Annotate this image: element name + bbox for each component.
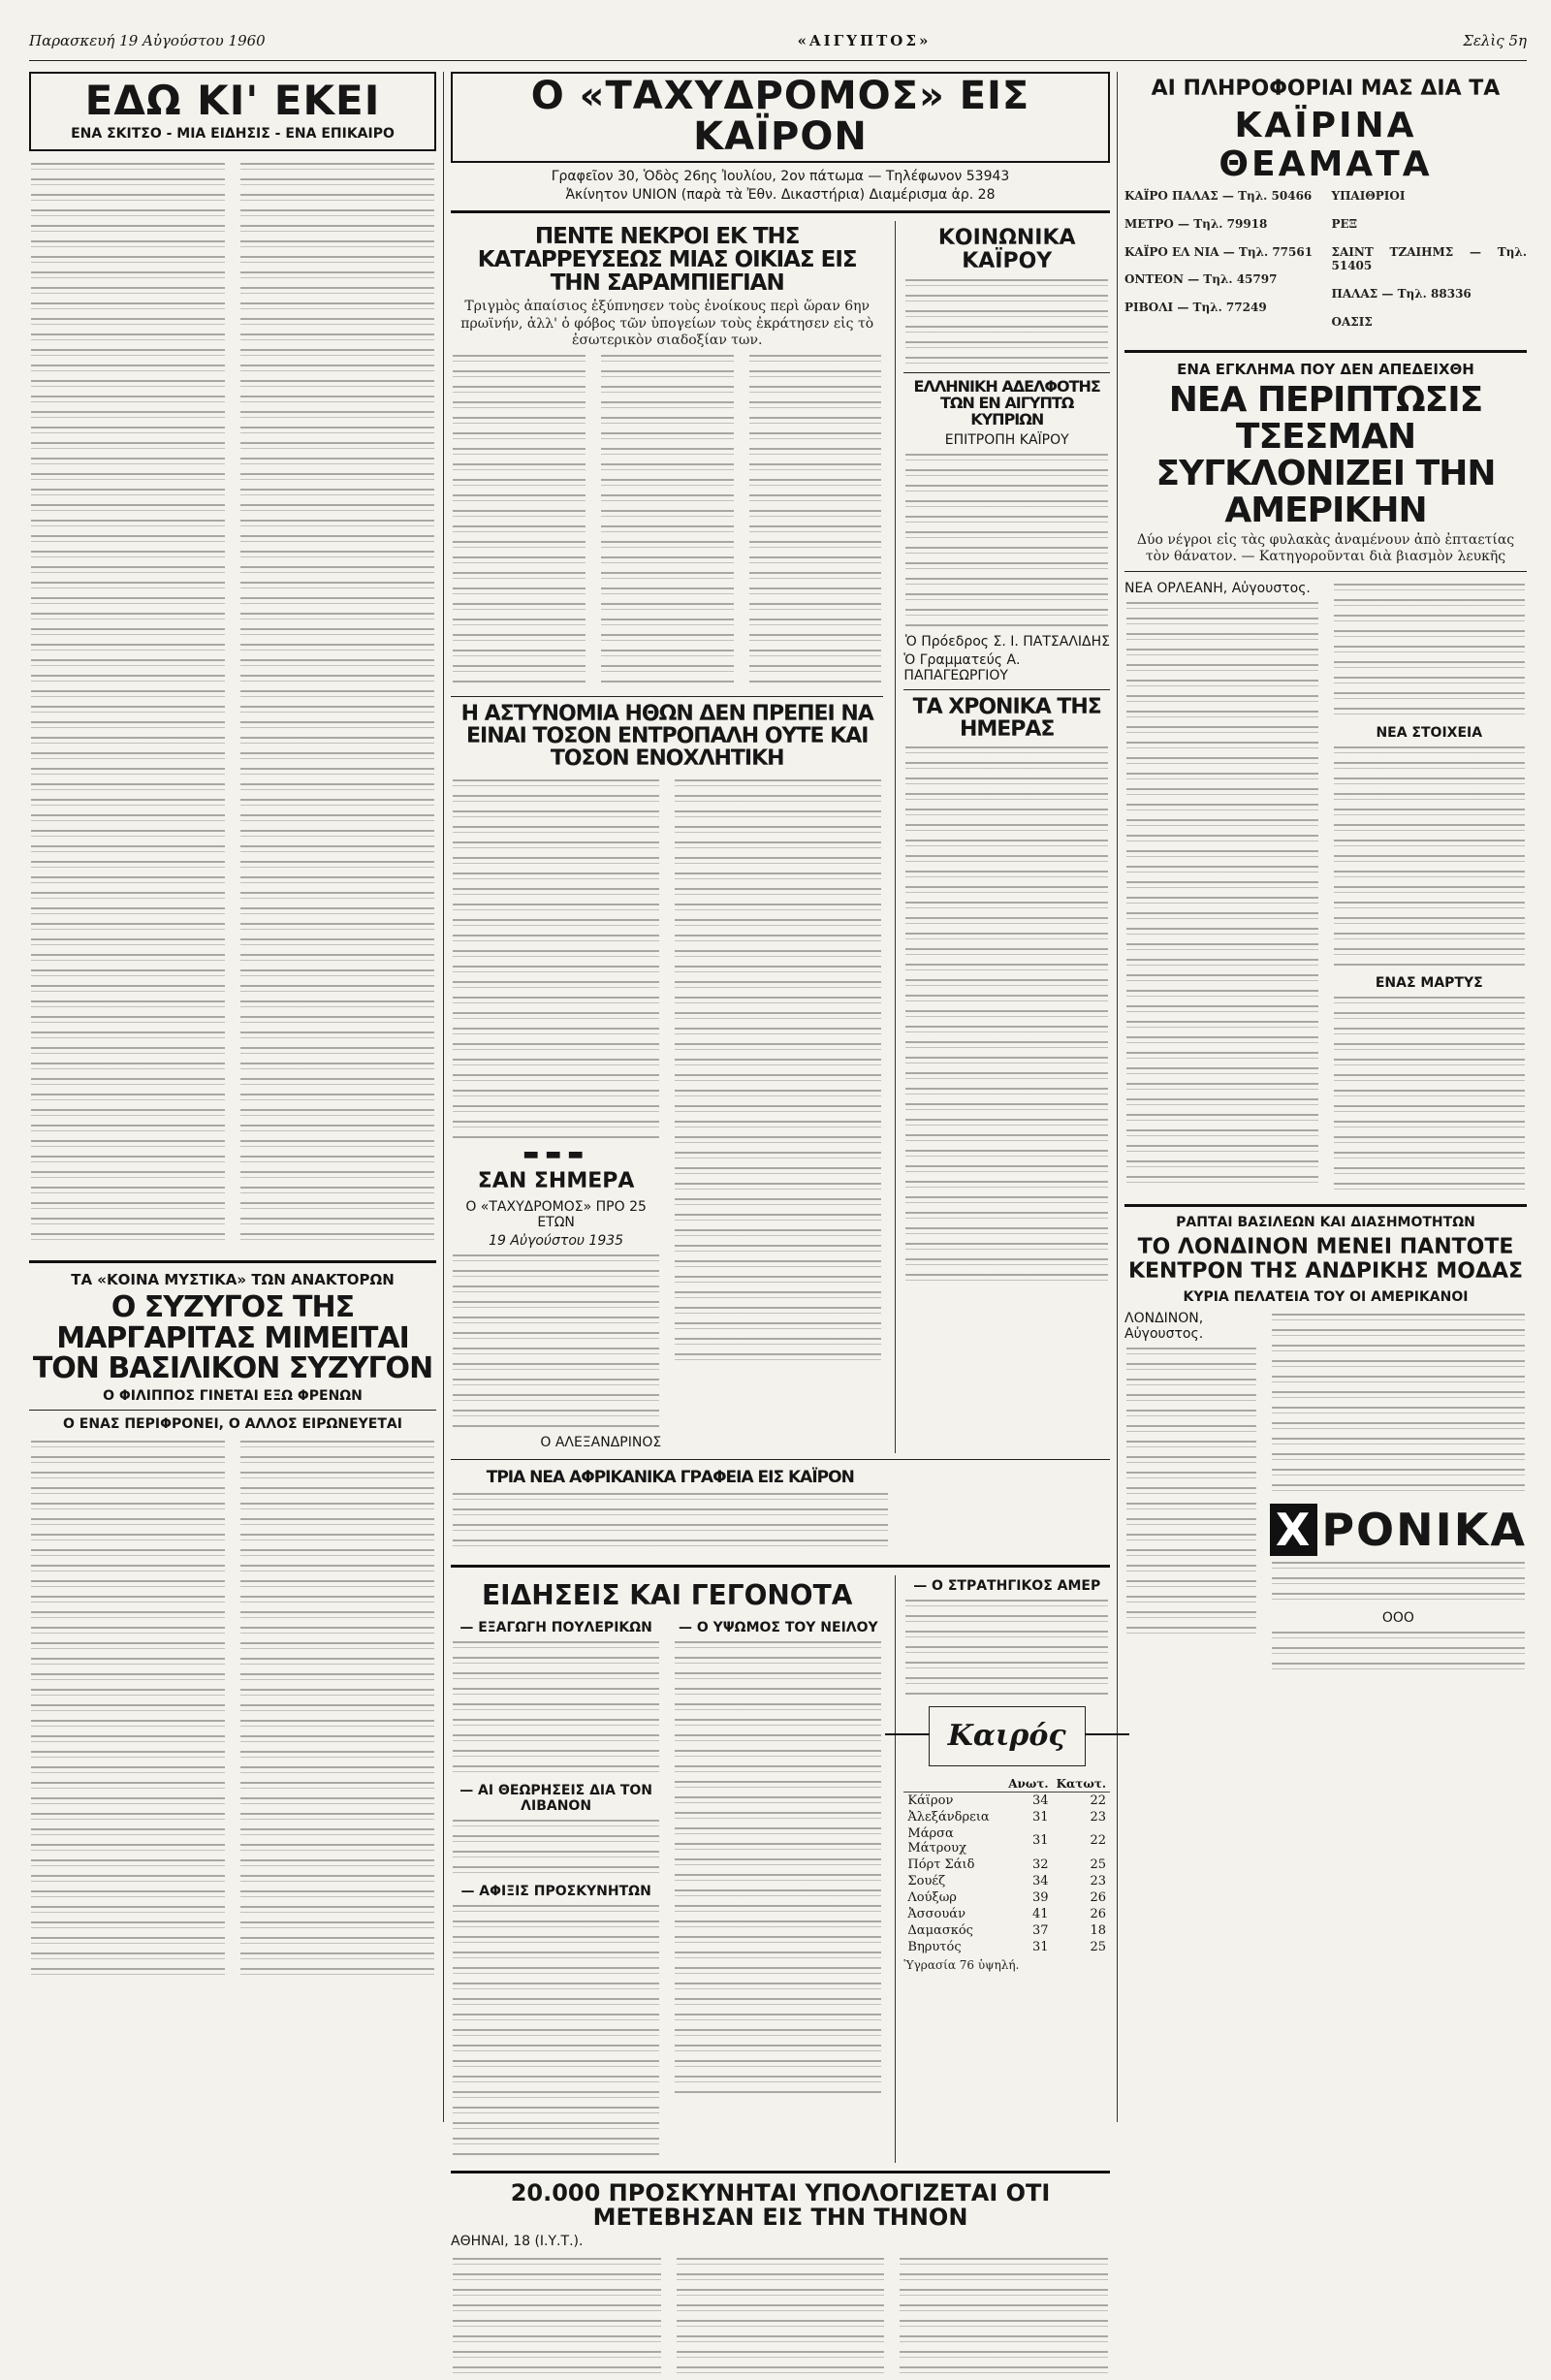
- temp-min: 22: [1090, 1833, 1106, 1849]
- taxydromos-box: [451, 72, 1110, 163]
- astynomia-text: [451, 774, 883, 1453]
- eidiseis-headline: ΕΙΔΗΣΕΙΣ ΚΑΙ ΓΕΓΟΝΟΤΑ: [482, 1578, 853, 1611]
- temp-min: 18: [1090, 1922, 1106, 1938]
- adelfotis-signature-2: Ὁ Γραμματεύς Α. ΠΑΠΑΓΕΩΡΓΙΟΥ: [903, 651, 1021, 683]
- enas-martys-title: ΕΝΑΣ ΜΑΡΤΥΣ: [1375, 975, 1483, 992]
- table-row: [903, 1792, 1110, 1809]
- table-row: [903, 1922, 1110, 1939]
- text-column: [1126, 602, 1318, 1184]
- edo-ki-ekei-subtitle: ΕΝΑ ΣΚΙΤΣΟ - ΜΙΑ ΕΙΔΗΣΙΣ - ΕΝΑ ΕΠΙΚΑΙΡΟ: [71, 126, 395, 143]
- pente-subheadline: Τριγμὸς ἀπαίσιος ἐξύπνησεν τοὺς ἐνοίκους περὶ ὥραν 6ην πρωϊνήν, ἀλλ' ὁ φόβος τῶν ὑπογείων τοὺς ἐκράτησεν εἰς τὸ ἐσωτερικὸν σιαδοξίαν των.: [460, 299, 874, 348]
- text-column: [453, 779, 659, 1138]
- xronika-initial: Χ: [1270, 1504, 1317, 1556]
- divider: [451, 2171, 1110, 2174]
- paper-name: «ΑΙΓΥΠΤΟΣ»: [797, 32, 932, 49]
- column-rule: [1117, 72, 1118, 2122]
- table-row: [903, 1809, 1110, 1825]
- koina-mystika-label: ΤΑ «ΚΟΙΝΑ ΜΥΣΤΙΚΑ» ΤΩΝ ΑΝΑΚΤΟΡΩΝ: [71, 1271, 395, 1289]
- masthead-bar: [29, 21, 1527, 61]
- astynomia-headline: Η ΑΣΤΥΝΟΜΙΑ ΗΘΩΝ ΔΕΝ ΠΡΕΠΕΙ ΝΑ ΕΙΝΑΙ ΤΟΣΟΝ ΕΝΤΡΟΠΑΛΗ ΟΥΤΕ ΚΑΙ ΤΟΣΟΝ ΕΝΟΧΛΗΤΙΚΗ: [460, 701, 873, 771]
- text-column: [905, 454, 1108, 628]
- table-header-city: [903, 1776, 999, 1793]
- cinema-list-right: [1332, 189, 1528, 342]
- center-right-column: [895, 221, 1110, 1453]
- proskynites-text: [451, 2252, 1110, 2380]
- londino-headline: ΤΟ ΛΟΝΔΙΝΟΝ ΜΕΝΕΙ ΠΑΝΤΟΤΕ ΚΕΝΤΡΟΝ ΤΗΣ ΑΝΔΡΙΚΗΣ ΜΟΔΑΣ: [1127, 1235, 1524, 1284]
- table-row: [903, 1873, 1110, 1889]
- eidiseis-text: [451, 1617, 883, 2163]
- arrow-right-icon: [1085, 1733, 1129, 1735]
- kairos-box: [929, 1706, 1086, 1766]
- text-column: [453, 1641, 659, 1777]
- ornament: ▬▬▬: [522, 1143, 590, 1164]
- page-number: Σελὶς 5η: [1463, 32, 1527, 49]
- cinema-listings: [1124, 189, 1527, 342]
- temp-min: 23: [1090, 1873, 1106, 1888]
- table-header-max: Ανωτ.: [1000, 1776, 1053, 1793]
- stratigikos-headline: — Ο ΣΤΡΑΤΗΓΙΚΟΣ ΑΜΕΡ: [913, 1577, 1101, 1594]
- divider: [903, 372, 1110, 373]
- temp-max: 41: [1032, 1906, 1049, 1921]
- syzygos-headline: Ο ΣΥΖΥΓΟΣ ΤΗΣ ΜΑΡΓΑΡΙΤΑΣ ΜΙΜΕΙΤΑΙ ΤΟΝ ΒΑΣΙΛΙΚΟΝ ΣΥΖΥΓΟΝ: [32, 1290, 433, 1386]
- kairos-column: [895, 1575, 1110, 2163]
- san-simera-title: ΣΑΝ ΣΗΜΕΡΑ: [477, 1168, 635, 1193]
- text-column: [1126, 1348, 1256, 1638]
- text-column: [675, 1641, 881, 2097]
- adelfotis-headline: ΕΛΛΗΝΙΚΗ ΑΔΕΛΦΟΤΗΣ ΤΩΝ ΕΝ ΑΙΓΥΠΤΩ ΚΥΠΡΙΩΝ: [913, 377, 1100, 428]
- temp-min: 25: [1090, 1856, 1106, 1872]
- tria-headline: ΤΡΙΑ ΝΕΑ ΑΦΡΙΚΑΝΙΚΑ ΓΡΑΦΕΙΑ ΕΙΣ ΚΑΪΡΟΝ: [486, 1468, 854, 1488]
- text-column: [601, 355, 734, 684]
- column-center: [451, 72, 1110, 2250]
- londino-left: [1124, 1308, 1258, 1676]
- edo-ki-ekei-title: ΕΔΩ ΚΙ' ΕΚΕΙ: [84, 77, 381, 124]
- egklima-label: ΕΝΑ ΕΓΚΛΗΜΑ ΠΟΥ ΔΕΝ ΑΠΕΔΕΙΧΘΗ: [1177, 361, 1474, 379]
- temp-city: Βηρυτός: [907, 1939, 962, 1954]
- adelfotis-subheadline: ΕΠΙΤΡΟΠΗ ΚΑΪΡΟΥ: [944, 431, 1069, 448]
- text-column: [900, 2258, 1108, 2374]
- proskynites-headline: 20.000 ΠΡΟΣΚΥΝΗΤΑΙ ΥΠΟΛΟΓΙΖΕΤΑΙ ΟΤΙ ΜΕΤΕΒΗΣΑΝ ΕΙΣ ΤΗΝ ΤΗΝΟΝ: [510, 2178, 1051, 2231]
- arrow-left-icon: [885, 1733, 930, 1735]
- tsesman-text: [1124, 578, 1527, 1196]
- pente-article: [451, 221, 883, 1453]
- text-column: [1272, 1314, 1525, 1498]
- divider: [451, 696, 883, 697]
- londino-dateline: ΛΟΝΔΙΝΟΝ, Αὐγουστος.: [1124, 1310, 1204, 1342]
- newspaper-page: [29, 21, 1527, 2250]
- temp-city: Κάϊρον: [907, 1793, 954, 1808]
- text-column: [453, 1254, 659, 1429]
- text-column: [675, 779, 881, 1361]
- koinonika-title: ΚΟΙΝΩΝΙΚΑ ΚΑΪΡΟΥ: [937, 226, 1076, 274]
- text-column: [1334, 746, 1526, 969]
- text-column: [453, 1905, 659, 2157]
- text-column: [749, 355, 882, 684]
- eidiseis-sub-2: — ΑΙ ΘΕΩΡΗΣΕΙΣ ΔΙΑ ΤΟΝ ΛΙΒΑΝΟΝ: [459, 1782, 653, 1814]
- eidiseis-sub-3: — ΑΦΙΞΙΣ ΠΡΟΣΚΥΝΗΤΩΝ: [460, 1883, 651, 1899]
- text-column: [1272, 1632, 1525, 1670]
- temp-min: 26: [1090, 1889, 1106, 1905]
- pente-headline: ΠΕΝΤΕ ΝΕΚΡΟΙ ΕΚ ΤΗΣ ΚΑΤΑΡΡΕΥΣΕΩΣ ΜΙΑΣ ΟΙΚΙΑΣ ΕΙΣ ΤΗΝ ΣΑΡΑΜΠΙΕΓΙΑΝ: [477, 224, 857, 297]
- center-top-row: [451, 221, 1110, 1453]
- temp-min: 26: [1090, 1906, 1106, 1921]
- edo-ki-ekei-box: [29, 72, 436, 151]
- table-row: [903, 1889, 1110, 1906]
- temp-city: Πόρτ Σάιδ: [907, 1856, 975, 1872]
- cinema-entry: ΠΑΛΑΣ — Τηλ. 88336: [1331, 286, 1472, 301]
- cinema-entry: ΟΝΤΕΟΝ — Τηλ. 45797: [1124, 272, 1278, 287]
- center-bottom-row: [451, 1575, 1110, 2163]
- column-rule: [443, 72, 444, 2122]
- text-column: [905, 1600, 1108, 1697]
- eidiseis-right: [673, 1617, 883, 2163]
- temp-max: 31: [1032, 1809, 1049, 1825]
- eidiseis-sub-1: — ΕΞΑΓΩΓΗ ΠΟΥΛΕΡΙΚΩΝ: [459, 1619, 652, 1635]
- temp-max: 31: [1032, 1939, 1049, 1954]
- column-left: [29, 72, 436, 2122]
- xronika-title: [1270, 1504, 1527, 1556]
- cinema-entry: ΡΙΒΟΛΙ — Τηλ. 77249: [1124, 300, 1267, 314]
- cinema-entry: ΣΑΙΝΤ ΤΖΑΙΗΜΣ — Τηλ. 51405: [1331, 244, 1527, 273]
- temp-max: 34: [1032, 1793, 1049, 1808]
- edo-ki-ekei-text: [29, 157, 436, 1253]
- syzygos-text: [29, 1435, 436, 1989]
- temp-city: Ἀλεξάνδρεια: [907, 1809, 990, 1825]
- londino-right: [1270, 1308, 1527, 1676]
- divider: [903, 689, 1110, 690]
- divider: [451, 1565, 1110, 1568]
- temp-min: 23: [1090, 1809, 1106, 1825]
- proskynites-dateline: ΑΘΗΝΑΙ, 18 (Ι.Υ.Τ.).: [451, 2234, 584, 2250]
- astynomia-right: [673, 774, 883, 1453]
- temp-city: Μάρσα Μάτρουχ: [907, 1825, 966, 1856]
- center-middle-row: [451, 1466, 1110, 1557]
- text-column: [453, 1493, 888, 1551]
- tria-column: [451, 1466, 890, 1557]
- humidity-line: Ὑγρασία 76 ὑψηλή.: [903, 1957, 1020, 1972]
- temp-city: Σουέζ: [907, 1873, 946, 1888]
- text-column: [453, 355, 586, 684]
- raptai-label: ΡΑΠΤΑΙ ΒΑΣΙΛΕΩΝ ΚΑΙ ΔΙΑΣΗΜΟΤΗΤΩΝ: [1176, 1215, 1475, 1231]
- theamata-head-2: ΚΑΪΡΙΝΑ ΘΕΑΜΑΤΑ: [1219, 106, 1433, 184]
- table-row: [903, 1856, 1110, 1873]
- pente-text: [451, 349, 883, 690]
- xronika-imeras-title: ΤΑ ΧΡΟΝΙΚΑ ΤΗΣ ΗΜΕΡΑΣ: [912, 694, 1101, 742]
- temperature-rows: [903, 1792, 1110, 1955]
- temp-max: 34: [1032, 1873, 1049, 1888]
- taxydromos-address-2: Ἀκίνητον UNION (παρὰ τὰ Ἐθν. Δικαστήρια) Διαμέρισμα ἀρ. 28: [565, 187, 996, 203]
- divider: [1124, 1204, 1527, 1207]
- temp-city: Ἀσσουάν: [907, 1906, 965, 1921]
- tsesman-subheadline: Δύο νέγροι εἰς τὰς φυλακὰς ἀναμένουν ἀπὸ ἐπταετίας τὸν θάνατον. — Κατηγοροῦνται διὰ βιασμὸν λευκῆς: [1136, 532, 1515, 565]
- text-column: [677, 2258, 885, 2374]
- nea-stoixeia-title: ΝΕΑ ΣΤΟΙΧΕΙΑ: [1376, 725, 1483, 742]
- text-column: [31, 1441, 225, 1983]
- kairos-title: Καιρός: [947, 1719, 1066, 1754]
- divider: [29, 1410, 436, 1411]
- text-column: [453, 2258, 661, 2374]
- ypsomos-headline: — Ο ΥΨΩΜΟΣ ΤΟΥ ΝΕΙΛΟΥ: [678, 1619, 878, 1635]
- adelfotis-signature: Ὁ Πρόεδρος Σ. Ι. ΠΑΤΣΑΛΙΔΗΣ: [904, 633, 1110, 650]
- table-header-min: Κατωτ.: [1053, 1776, 1110, 1793]
- text-column: [1334, 997, 1526, 1190]
- text-column: [905, 746, 1108, 1289]
- divider: [1124, 350, 1527, 353]
- temp-city: Δαμασκός: [907, 1922, 973, 1938]
- eidiseis-column: [451, 1575, 883, 2163]
- temp-city: Λούξωρ: [907, 1889, 957, 1905]
- divider: [451, 210, 1110, 213]
- eidiseis-left: [451, 1617, 661, 2163]
- ooo-marker: ΟΟΟ: [1381, 1609, 1414, 1626]
- table-row: [903, 1825, 1110, 1856]
- tsesman-dateline: ΝΕΑ ΟΡΛΕΑΝΗ, Αὐγουστος.: [1124, 581, 1311, 597]
- temp-min: 22: [1090, 1793, 1106, 1808]
- londino-subheadline: ΚΥΡΙΑ ΠΕΛΑΤΕΙΑ ΤΟΥ ΟΙ ΑΜΕΡΙΚΑΝΟΙ: [1183, 1288, 1469, 1305]
- text-column: [1272, 1562, 1525, 1604]
- temp-max: 37: [1032, 1922, 1049, 1938]
- cinema-entry: ΥΠΑΙΘΡΙΟΙ: [1331, 189, 1406, 204]
- xronika-rest: ΡΟΝΙΚΑ: [1321, 1503, 1527, 1556]
- text-column: [905, 279, 1108, 366]
- syzygos-subheadline-2: Ο ΕΝΑΣ ΠΕΡΙΦΡΟΝΕΙ, Ο ΑΛΛΟΣ ΕΙΡΩΝΕΥΕΤΑΙ: [63, 1415, 402, 1432]
- filler: [902, 1466, 1110, 1557]
- taxydromos-headline: Ο «ΤΑΧΥΔΡΟΜΟΣ» ΕΙΣ ΚΑΪΡΟΝ: [530, 74, 1030, 159]
- temp-max: 31: [1032, 1833, 1049, 1849]
- issue-date: Παρασκευή 19 Αὐγούστου 1960: [29, 32, 266, 49]
- text-column: [240, 163, 434, 1247]
- tsesman-headline: ΝΕΑ ΠΕΡΙΠΤΩΣΙΣ ΤΣΕΣΜΑΝ ΣΥΓΚΛΟΝΙΖΕΙ ΤΗΝ ΑΜΕΡΙΚΗΝ: [1155, 380, 1496, 530]
- divider: [451, 1459, 1110, 1460]
- text-column: [1334, 584, 1526, 719]
- taxydromos-address-1: Γραφεῖον 30, Ὁδὸς 26ης Ἰουλίου, 2ον πάτωμα — Τηλέφωνον 53943: [551, 169, 1010, 184]
- cinema-entry: ΟΑΣΙΣ: [1331, 314, 1373, 329]
- cinema-entry: METPO — Τηλ. 79918: [1124, 217, 1268, 231]
- san-simera-date: 19 Αὐγούστου 1935: [489, 1233, 624, 1250]
- temp-min: 25: [1090, 1939, 1106, 1954]
- text-column: [453, 1820, 659, 1878]
- table-row: [903, 1906, 1110, 1922]
- text-column: [240, 1441, 434, 1983]
- temp-max: 39: [1032, 1889, 1049, 1905]
- cinema-entry: ΚΑΪΡΟ ΠΑΛΑΣ — Τηλ. 50466: [1124, 189, 1313, 204]
- column-right: [1124, 72, 1527, 2122]
- syzygos-subheadline-1: Ο ΦΙΛΙΠΠΟΣ ΓΙΝΕΤΑΙ ΕΞΩ ΦΡΕΝΩΝ: [103, 1387, 363, 1404]
- astynomia-left: [451, 774, 661, 1453]
- tsesman-left: [1124, 578, 1320, 1196]
- divider: [1124, 571, 1527, 572]
- temperature-table: [903, 1776, 1110, 1955]
- text-column: [31, 163, 225, 1247]
- section-divider: [29, 1260, 436, 1263]
- cinema-list-left: [1124, 189, 1320, 342]
- san-simera-subtitle: Ο «ΤΑΧΥΔΡΟΜΟΣ» ΠΡΟ 25 ΕΤΩΝ: [465, 1199, 647, 1231]
- san-simera-signature: Ο ΑΛΕΞΑΝΔΡΙΝΟΣ: [540, 1435, 662, 1451]
- theamata-head-1: ΑΙ ΠΛΗΡΟΦΟΡΙΑΙ ΜΑΣ ΔΙΑ ΤΑ: [1151, 77, 1501, 101]
- cinema-entry: ΚΑΪΡΟ ΕΛ ΝΙΑ — Τηλ. 77561: [1124, 244, 1314, 259]
- tsesman-right: [1332, 578, 1528, 1196]
- londino-text: [1124, 1308, 1527, 1676]
- table-row: [903, 1939, 1110, 1955]
- table-header-row: [903, 1776, 1110, 1793]
- temp-max: 32: [1032, 1856, 1049, 1872]
- cinema-entry: ΡΕΞ: [1331, 217, 1358, 231]
